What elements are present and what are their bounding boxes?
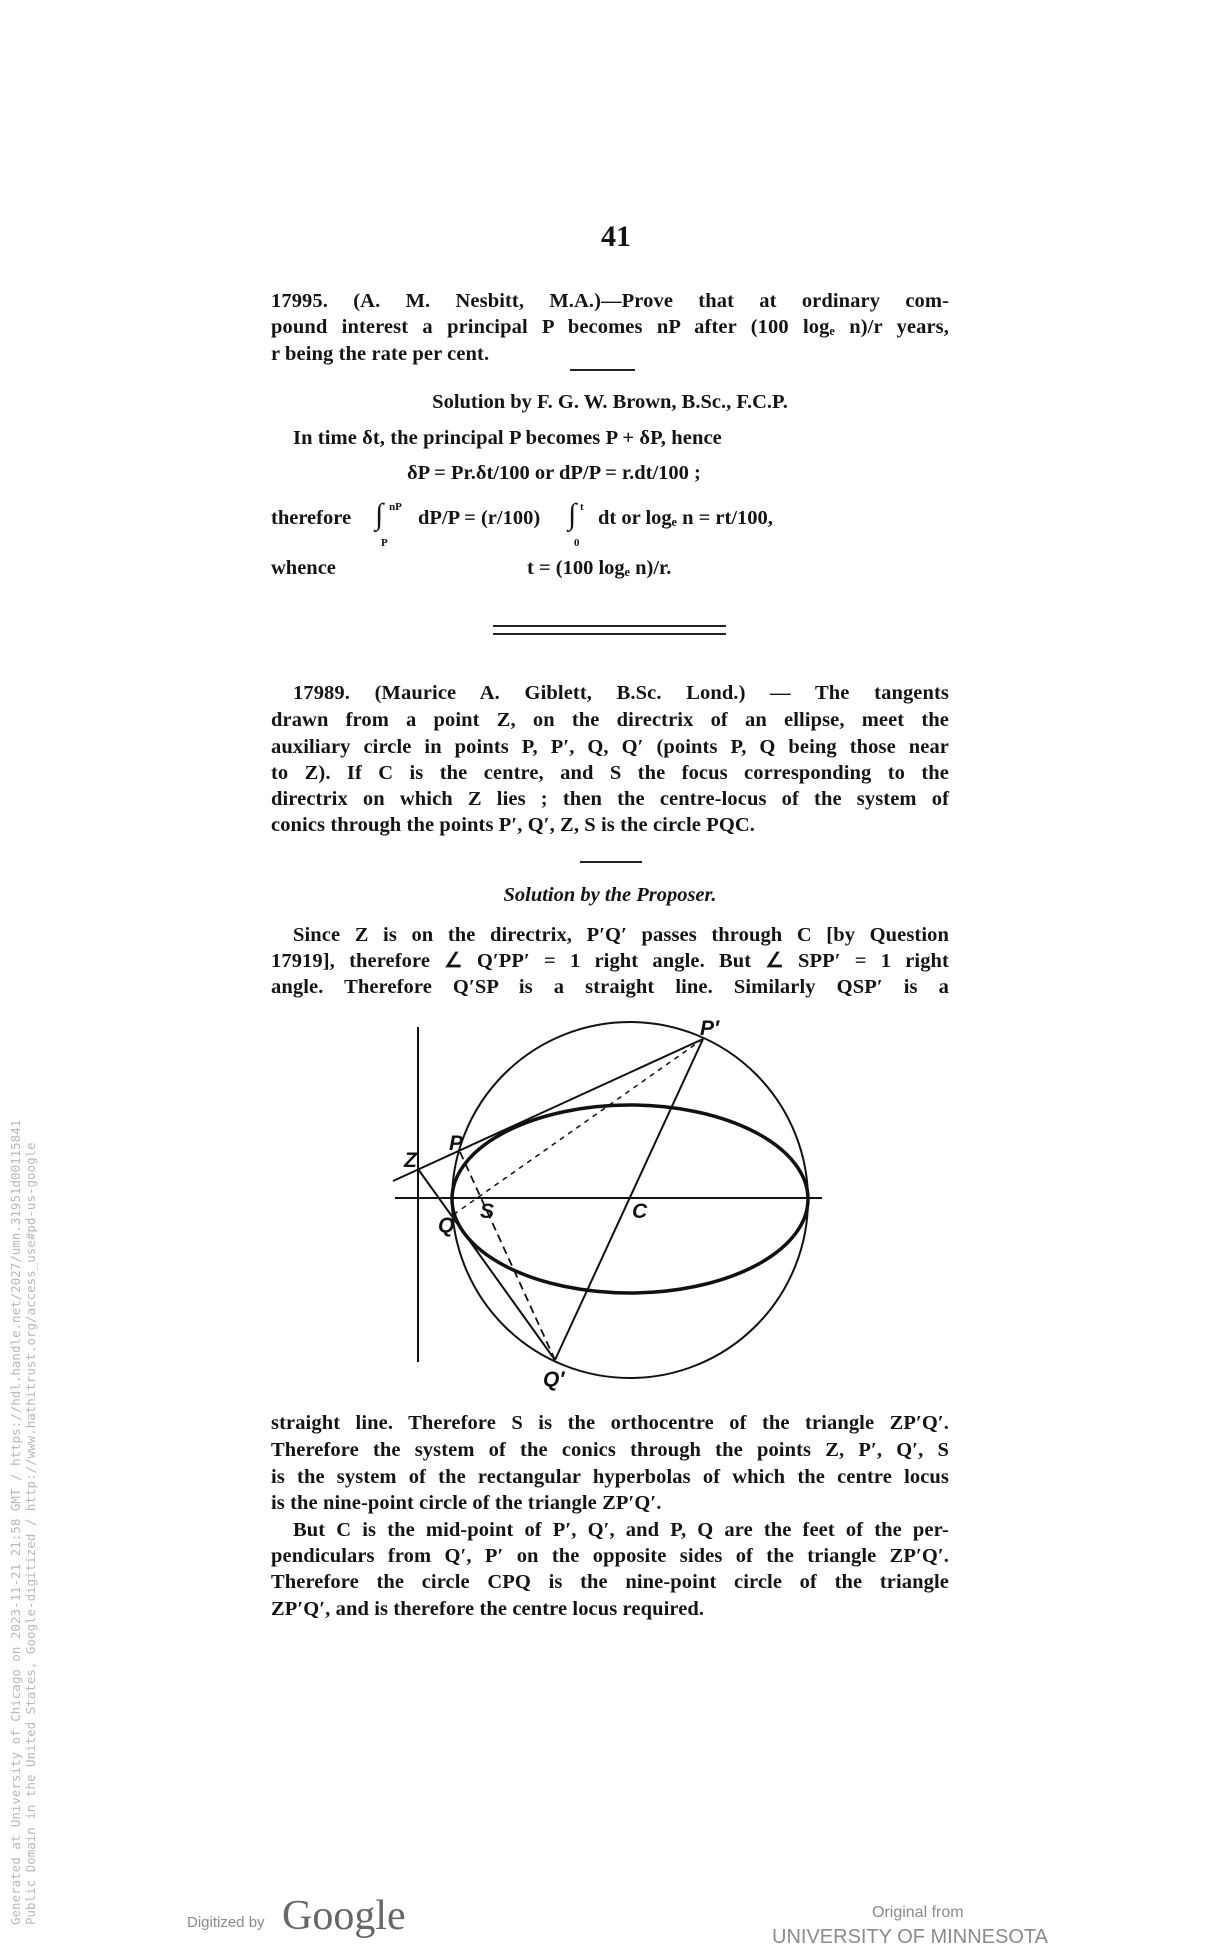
- text-line: is the nine-point circle of the triangle ZP′Q′.: [271, 1492, 662, 1514]
- text-line: pendiculars from Q′, P′ on the opposite sides of the triangle ZP′Q′.: [271, 1545, 949, 1567]
- google-logo: Google: [282, 1893, 406, 1939]
- equation-3-label: whence: [271, 557, 336, 579]
- integral-lower-limit: P: [381, 537, 388, 549]
- original-from-label: Original from: [872, 1904, 964, 1921]
- integral-sign: ∫: [568, 498, 577, 531]
- text-line: straight line. Therefore S is the orthocentre of the triangle ZP′Q′.: [271, 1412, 949, 1434]
- label-q: Q: [438, 1214, 455, 1237]
- section-rule: [580, 861, 642, 863]
- text-line: pound interest a principal P becomes nP after (100 logₑ n)/r years,: [271, 316, 949, 338]
- text-line: 17989. (Maurice A. Giblett, B.Sc. Lond.) — The tangents: [293, 682, 949, 704]
- integral-1: [375, 498, 402, 549]
- integral-lower-limit: 0: [574, 537, 580, 549]
- text-line: directrix on which Z lies ; then the centre-locus of the system of: [271, 788, 949, 810]
- double-rule-bottom: [493, 633, 726, 635]
- equation-1: δP = Pr.δt/100 or dP/P = r.dt/100 ;: [407, 462, 701, 484]
- equation-label: therefore: [271, 507, 352, 529]
- solution-line: In time δt, the principal P becomes P + δP, hence: [293, 427, 722, 449]
- label-s: S: [480, 1200, 495, 1223]
- watermark-line-2: Public Domain in the United States, Google-digitized / http://www.hathitrust.org/access_use#pd-us-google: [23, 1142, 38, 1925]
- text-line: ZP′Q′, and is therefore the centre locus required.: [271, 1598, 705, 1620]
- label-c: C: [632, 1200, 648, 1223]
- line-p-prime-q: [453, 1039, 703, 1215]
- auxiliary-circle: [452, 1022, 808, 1378]
- label-z: Z: [404, 1149, 417, 1172]
- tangent-z-p-prime: [393, 1039, 703, 1181]
- label-q-prime: Q′: [543, 1368, 565, 1391]
- text-line: drawn from a point Z, on the directrix of an ellipse, meet the: [271, 709, 949, 731]
- text-line: angle. Therefore Q′SP is a straight line. Similarly QSP′ is a: [271, 976, 949, 998]
- text-line: Therefore the circle CPQ is the nine-point circle of the triangle: [271, 1571, 949, 1593]
- text-line: But C is the mid-point of P′, Q′, and P, Q are the feet of the per-: [293, 1519, 949, 1541]
- text-line: r being the rate per cent.: [271, 343, 490, 365]
- section-rule: [570, 369, 635, 371]
- equation-2-tail: dt or logₑ n = rt/100,: [598, 507, 773, 529]
- solution-heading-text: Solution by F. G. W. Brown, B.Sc., F.C.P.: [432, 391, 788, 413]
- double-rule-top: [493, 625, 726, 627]
- geometry-figure: [380, 1000, 840, 1410]
- solution-heading-1: [271, 389, 949, 415]
- diameter-p-prime-q-prime: [555, 1039, 703, 1360]
- text-line: 17919], therefore ∠ Q′PP′ = 1 right angle. But ∠ SPP′ = 1 right: [271, 950, 949, 972]
- institution-label: UNIVERSITY OF MINNESOTA: [772, 1926, 1048, 1948]
- equation-2-mid: dP/P = (r/100): [418, 507, 541, 529]
- integral-upper-limit: nP: [389, 501, 402, 513]
- text-line: Since Z is on the directrix, P′Q′ passes through C [by Question: [293, 924, 949, 946]
- equation-2: [271, 505, 351, 531]
- digitized-by-label: Digitized by: [187, 1914, 265, 1931]
- text-line: is the system of the rectangular hyperbolas of which the centre locus: [271, 1466, 949, 1488]
- label-p-prime: P′: [700, 1017, 720, 1040]
- page-number: 41: [601, 220, 631, 253]
- integral-sign: ∫: [375, 498, 384, 531]
- text-line: Therefore the system of the conics through the points Z, P′, Q′, S: [271, 1439, 949, 1461]
- label-p: P: [449, 1132, 464, 1155]
- text-line: 17995. (A. M. Nesbitt, M.A.)—Prove that at ordinary com-: [271, 290, 949, 312]
- integral-2: [568, 498, 584, 549]
- text-line: conics through the points P′, Q′, Z, S is the circle PQC.: [271, 814, 755, 836]
- text-line: auxiliary circle in points P, P′, Q, Q′ (points P, Q being those near: [271, 736, 949, 758]
- text-line: to Z). If C is the centre, and S the focus corresponding to the: [271, 762, 949, 784]
- watermark-line-1: Generated at University of Chicago on 2023-11-21 21:58 GMT / https://hdl.handle.net/2027/umn.31951d00115841: [8, 1119, 23, 1925]
- solution-heading-2: Solution by the Proposer.: [503, 884, 717, 906]
- integral-upper-limit: t: [580, 501, 584, 513]
- equation-3: t = (100 logₑ n)/r.: [527, 557, 672, 579]
